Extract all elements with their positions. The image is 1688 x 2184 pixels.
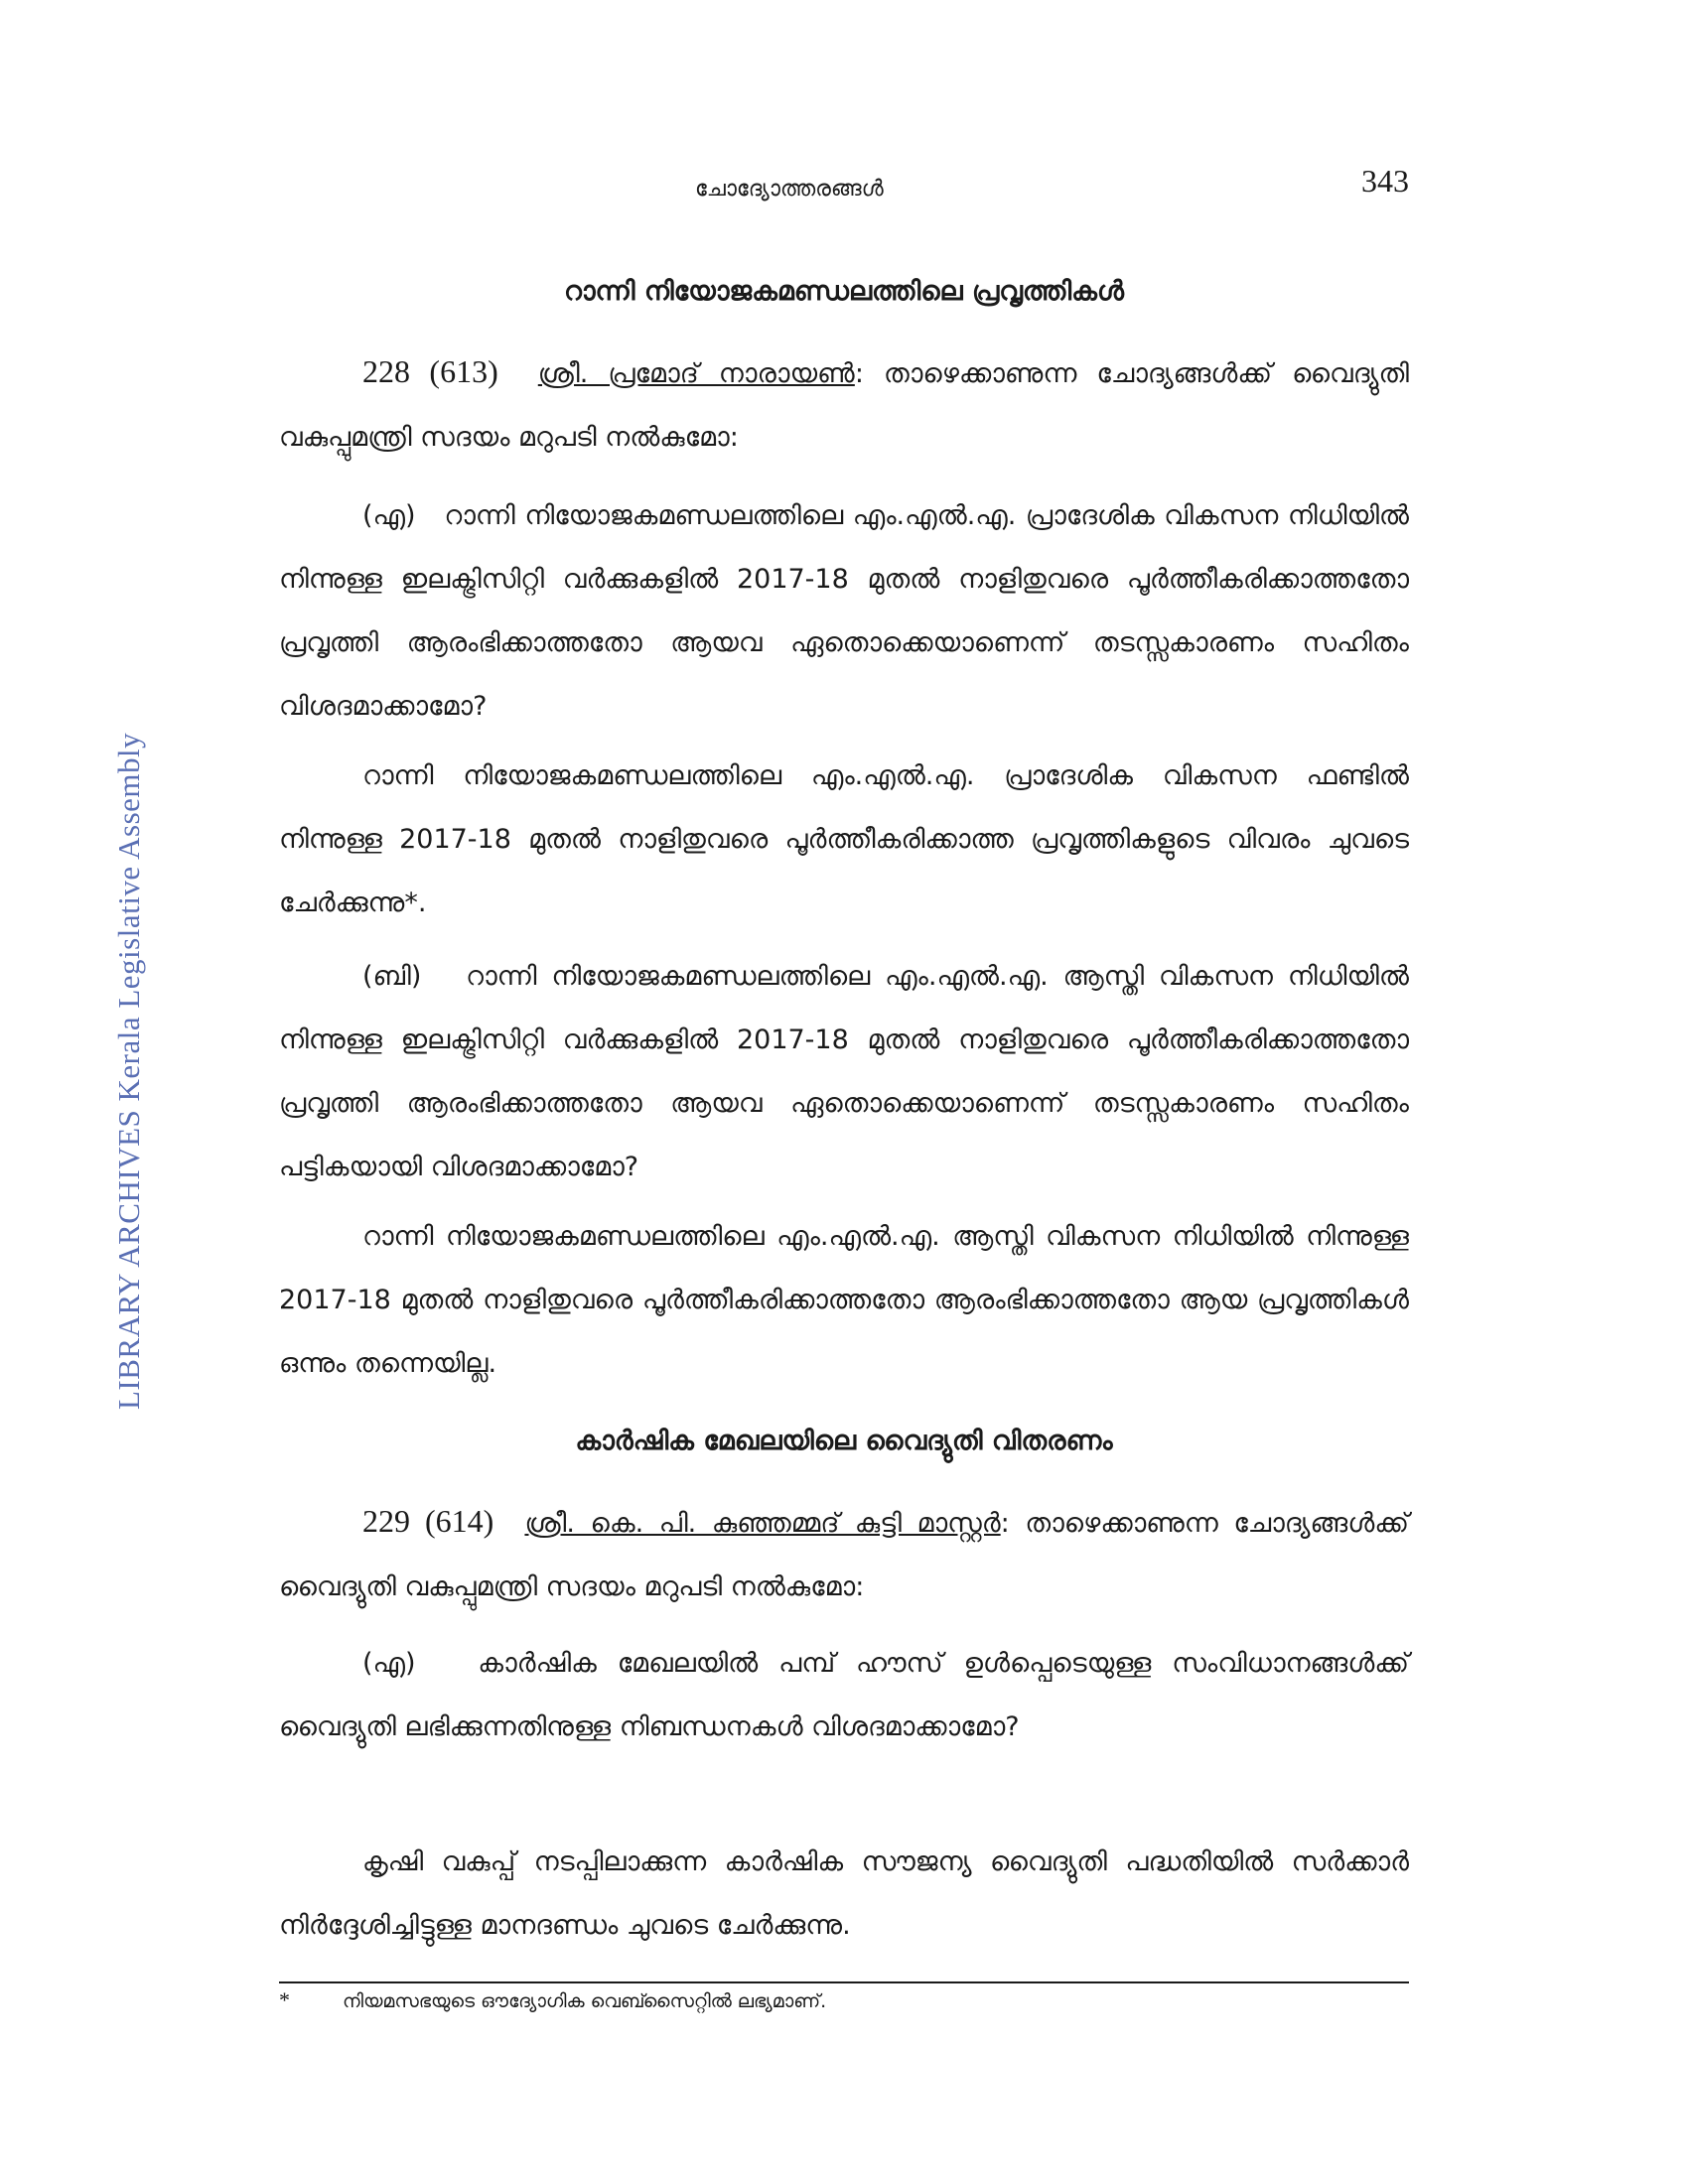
footnote-mark: * bbox=[279, 1987, 290, 2012]
running-title: ചോദ്യോത്തരങ്ങൾ bbox=[695, 177, 884, 202]
question-b-label: (ബി) bbox=[362, 961, 422, 992]
question-a-label: (എ) bbox=[362, 500, 416, 531]
member-name: ശ്രീ. കെ. പി. കുഞ്ഞമ്മദ് കുട്ടി മാസ്റ്റർ bbox=[524, 1508, 1001, 1539]
question-intro-text: : താഴെക്കാണുന്ന ചോദ്യങ്ങൾക്ക് വൈദ്യുതി വകുപ്പുമന്ത്രി സദയം മറുപടി നൽകുമോ: bbox=[279, 1508, 1409, 1602]
question-a bbox=[279, 1632, 1409, 1759]
footnote-divider bbox=[279, 1981, 1409, 1983]
answer-a-text: റാന്നി നിയോജകമണ്ഡലത്തിലെ എം.എൽ.എ. പ്രാദേശിക വികസന ഫണ്ടിൽ നിന്നുള്ള 2017-18 മുതൽ നാളിതുവരെ പൂർത്തീകരിക്കാത്ത പ്രവൃത്തികളുടെ വിവരം ചുവടെ ചേർക്കുന്നു*. bbox=[279, 760, 1409, 918]
question-a-label: (എ) bbox=[362, 1648, 416, 1679]
member-name: ശ്രീ. പ്രമോദ് നാരായൺ bbox=[537, 358, 855, 389]
section-title: കാർഷിക മേഖലയിലെ വൈദ്യുതി വിതരണം bbox=[575, 1426, 1113, 1456]
answer-b bbox=[279, 1205, 1409, 1396]
question-a-text: കാർഷിക മേഖലയിൽ പമ്പ് ഹൗസ് ഉൾപ്പെടെയുള്ള സംവിധാനങ്ങൾക്ക് വൈദ്യുതി ലഭിക്കുന്നതിനുള്ള നിബന്ധനകൾ വിശദമാക്കാമോ? bbox=[279, 1648, 1409, 1742]
question-intro bbox=[279, 340, 1409, 470]
question-intro-text: : താഴെക്കാണുന്ന ചോദ്യങ്ങൾക്ക് വൈദ്യുതി വകുപ്പുമന്ത്രി സദയം മറുപടി നൽകുമോ: bbox=[279, 358, 1409, 453]
question-b-text: റാന്നി നിയോജകമണ്ഡലത്തിലെ എം.എൽ.എ. ആസ്തി വികസന നിധിയിൽ നിന്നുള്ള ഇലക്ട്രിസിറ്റി വർക്കുകളിൽ 2017-18 മുതൽ നാളിതുവരെ പൂർത്തീകരിക്കാത്തതോ പ്രവൃത്തി ആരംഭിക്കാത്തതോ ആയവ ഏതൊക്കെയാണെന്ന് തടസ്സകാരണം സഹിതം പട്ടികയായി വിശദമാക്കാമോ? bbox=[279, 961, 1409, 1182]
question-a-text: റാന്നി നിയോജകമണ്ഡലത്തിലെ എം.എൽ.എ. പ്രാദേശിക വികസന നിധിയിൽ നിന്നുള്ള ഇലക്ട്രിസിറ്റി വർക്കുകളിൽ 2017-18 മുതൽ നാളിതുവരെ പൂർത്തീകരിക്കാത്തതോ പ്രവൃത്തി ആരംഭിക്കാത്തതോ ആയവ ഏതൊക്കെയാണെന്ന് തടസ്സകാരണം സഹിതം വിശദമാക്കാമോ? bbox=[279, 500, 1410, 722]
answer-a bbox=[279, 1831, 1409, 1958]
question-a bbox=[279, 484, 1409, 739]
page-number: 343 bbox=[1361, 163, 1409, 199]
question-intro bbox=[279, 1489, 1409, 1619]
question-number: 229 (614) bbox=[362, 1503, 494, 1539]
footnote bbox=[279, 1987, 826, 2013]
archive-watermark: LIBRARY ARCHIVES Kerala Legislative Assembly bbox=[111, 732, 146, 1410]
section-title: റാന്നി നിയോജകമണ്ഡലത്തിലെ പ്രവൃത്തികൾ bbox=[563, 276, 1124, 307]
answer-a-text: കൃഷി വകുപ്പ് നടപ്പിലാക്കുന്ന കാർഷിക സൗജന്യ വൈദ്യുതി പദ്ധതിയിൽ സർക്കാർ നിർദ്ദേശിച്ചിട്ടുള്ള മാനദണ്ഡം ചുവടെ ചേർക്കുന്നു. bbox=[279, 1846, 1409, 1941]
question-b bbox=[279, 945, 1409, 1199]
answer-b-text: റാന്നി നിയോജകമണ്ഡലത്തിലെ എം.എൽ.എ. ആസ്തി വികസന നിധിയിൽ നിന്നുള്ള 2017-18 മുതൽ നാളിതുവരെ പൂർത്തീകരിക്കാത്തതോ ആരംഭിക്കാത്തതോ ആയ പ്രവൃത്തികൾ ഒന്നും തന്നെയില്ല. bbox=[279, 1221, 1409, 1379]
question-number: 228 (613) bbox=[362, 353, 498, 389]
answer-a bbox=[279, 745, 1409, 935]
footnote-text: നിയമസഭയുടെ ഔദ്യോഗിക വെബ്സൈറ്റിൽ ലഭ്യമാണ്. bbox=[343, 1990, 827, 2012]
